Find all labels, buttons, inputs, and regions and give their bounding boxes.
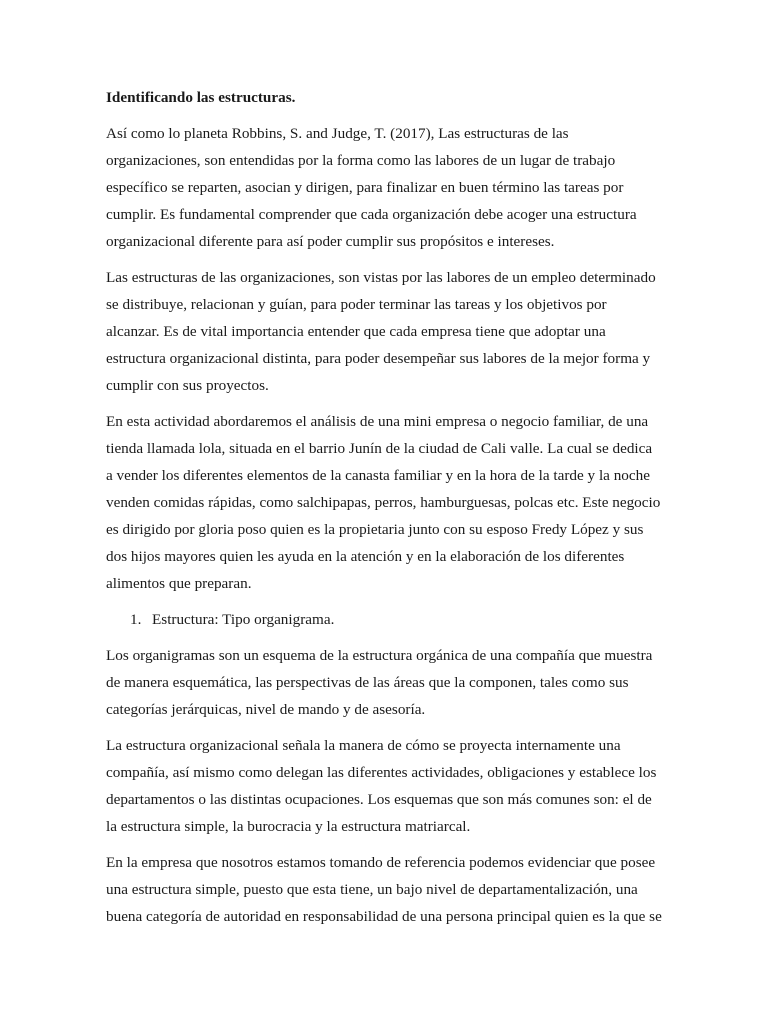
paragraph-activity-description: En esta actividad abordaremos el análisis de una mini empresa o negocio familiar, de una tienda llamada lola, situada en el barrio Junín de la ciudad de Cali valle. La cual se dedica a vender los diferentes elementos de la canasta familiar y en la hora de la tarde y la noche venden comidas rápidas, como salchipapas, perros, hamburguesas, polcas etc. Este negocio es dirigido por gloria poso quien es la propietaria junto con su esposo Fredy López y sus dos hijos mayores quien les ayuda en la atención y en la elaboración de los diferentes alimentos que preparan. — [106, 413, 661, 592]
paragraph-organization-structures: Las estructuras de las organizaciones, son vistas por las labores de un empleo determinado se distribuye, relacionan y guían, para poder terminar las tareas y los objetivos por alcanzar. Es de vital importancia entender que cada empresa tiene que adoptar una estructura organizacional distinta, para poder desempeñar sus labores de la mejor forma y cumplir con sus proyectos. — [106, 269, 656, 394]
list-item — [130, 606, 662, 633]
list-item-text: Estructura: Tipo organigrama. — [152, 611, 335, 628]
list-item-number: 1. — [130, 611, 142, 628]
paragraph-simple-structure: En la empresa que nosotros estamos tomando de referencia podemos evidenciar que posee una estructura simple, puesto que esta tiene, un bajo nivel de departamentalización, una buena categoría de autoridad en responsabilidad de una persona principal quien es la que se — [106, 854, 662, 925]
paragraph-organizational-structure: La estructura organizacional señala la manera de cómo se proyecta internamente una compañía, así mismo como delegan las diferentes actividades, obligaciones y establece los departamentos o las distintas ocupaciones. Los esquemas que son más comunes son: el de la estructura simple, la burocracia y la estructura matriarcal. — [106, 737, 657, 835]
numbered-list — [106, 606, 662, 633]
paragraph-organigram-definition: Los organigramas son un esquema de la estructura orgánica de una compañía que muestra de manera esquemática, las perspectivas de las áreas que la componen, tales como sus categorías jerárquicas, nivel de mando y de asesoría. — [106, 647, 653, 718]
document-page — [106, 84, 662, 939]
section-heading: Identificando las estructuras. — [106, 89, 296, 106]
paragraph-robbins-definition: Así como lo planeta Robbins, S. and Judge, T. (2017), Las estructuras de las organizaciones, son entendidas por la forma como las labores de un lugar de trabajo específico se reparten, asocian y dirigen, para finalizar en buen término las tareas por cumplir. Es fundamental comprender que cada organización debe acoger una estructura organizacional diferente para así poder cumplir sus propósitos e intereses. — [106, 125, 637, 250]
